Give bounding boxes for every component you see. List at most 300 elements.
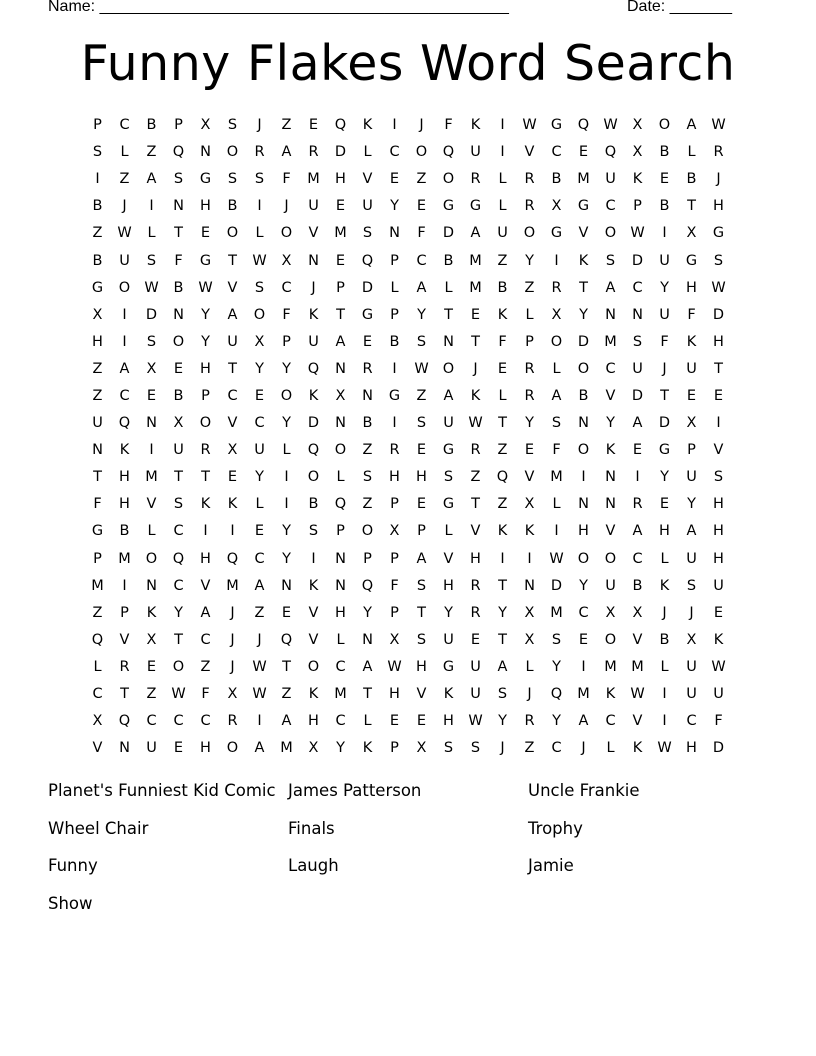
grid-cell: Q [91, 631, 104, 648]
grid-cell: J [473, 360, 478, 377]
grid-cell: E [524, 442, 535, 459]
grid-cell: P [687, 442, 696, 459]
grid-cell: K [497, 523, 508, 540]
grid-cell: W [522, 117, 537, 134]
grid-cell: A [254, 577, 265, 594]
date-field: Date: _______ [627, 0, 732, 15]
grid-cell: Q [361, 252, 374, 269]
grid-cell: P [390, 496, 399, 513]
grid-cell: F [93, 496, 102, 513]
grid-cell: U [713, 686, 724, 703]
grid-cell: A [416, 279, 427, 296]
grid-cell: V [227, 279, 238, 296]
grid-row [84, 518, 732, 545]
grid-cell: H [200, 550, 211, 567]
grid-cell: X [416, 740, 427, 757]
grid-cell: E [470, 631, 481, 648]
grid-cell: R [470, 171, 481, 188]
grid-cell: I [500, 144, 505, 161]
grid-cell: S [551, 631, 562, 648]
grid-cell: U [686, 469, 697, 486]
grid-cell: L [336, 469, 345, 486]
grid-cell: C [173, 577, 184, 594]
grid-cell: U [173, 442, 184, 459]
grid-cell: E [578, 144, 589, 161]
grid-cell: X [389, 523, 400, 540]
grid-cell: I [284, 496, 289, 513]
grid-cell: S [470, 740, 481, 757]
grid-cell: G [712, 225, 725, 242]
grid-cell: E [146, 658, 157, 675]
worksheet-header [48, 0, 748, 20]
grid-cell: Z [281, 686, 292, 703]
grid-cell: W [252, 686, 267, 703]
grid-cell: L [390, 279, 399, 296]
grid-cell: B [92, 252, 103, 269]
grid-cell: C [605, 360, 616, 377]
grid-cell: N [92, 442, 103, 459]
grid-cell: L [687, 144, 696, 161]
grid-cell: E [686, 387, 697, 404]
grid-cell: M [334, 686, 347, 703]
grid-cell: Z [497, 442, 508, 459]
grid-cell: V [308, 604, 319, 621]
grid-cell: P [93, 550, 102, 567]
grid-cell: W [117, 225, 132, 242]
grid-cell: I [662, 225, 667, 242]
grid-cell: A [281, 144, 292, 161]
grid-cell: I [311, 550, 316, 567]
grid-cell: B [686, 171, 697, 188]
grid-cell: F [282, 171, 291, 188]
grid-cell: C [605, 198, 616, 215]
grid-cell: U [686, 658, 697, 675]
grid-cell: X [173, 415, 184, 432]
grid-cell: Y [579, 306, 588, 323]
grid-cell: Y [525, 415, 534, 432]
grid-cell: O [577, 360, 590, 377]
grid-cell: H [389, 686, 400, 703]
grid-cell: Y [282, 360, 291, 377]
grid-cell: G [91, 523, 104, 540]
grid-cell: P [363, 550, 372, 567]
grid-cell: N [173, 306, 184, 323]
grid-row [84, 546, 732, 573]
grid-cell: P [93, 117, 102, 134]
grid-cell: Y [660, 469, 669, 486]
grid-cell: I [716, 415, 721, 432]
grid-cell: T [498, 631, 507, 648]
grid-cell: E [659, 171, 670, 188]
grid-cell: D [712, 740, 725, 757]
grid-cell: Q [442, 144, 455, 161]
grid-cell: P [525, 333, 534, 350]
grid-cell: F [417, 225, 426, 242]
grid-cell: V [119, 631, 130, 648]
grid-cell: J [689, 604, 694, 621]
grid-cell: L [444, 523, 453, 540]
grid-cell: J [419, 117, 424, 134]
grid-cell: U [443, 631, 454, 648]
grid-cell: K [470, 117, 481, 134]
grid-cell: B [173, 387, 184, 404]
grid-cell: A [416, 550, 427, 567]
grid-cell: P [336, 279, 345, 296]
grid-cell: E [713, 387, 724, 404]
grid-cell: R [524, 360, 535, 377]
grid-row [84, 356, 732, 383]
grid-cell: E [146, 387, 157, 404]
grid-cell: B [497, 279, 508, 296]
grid-cell: L [255, 225, 264, 242]
grid-cell: S [227, 117, 238, 134]
grid-cell: S [416, 333, 427, 350]
grid-cell: Z [524, 279, 535, 296]
grid-cell: U [632, 360, 643, 377]
grid-cell: V [605, 387, 616, 404]
grid-cell: R [524, 171, 535, 188]
grid-cell: E [578, 631, 589, 648]
grid-cell: D [658, 415, 671, 432]
grid-cell: K [632, 171, 643, 188]
grid-cell: N [632, 306, 643, 323]
grid-row [84, 464, 732, 491]
grid-cell: X [92, 713, 103, 730]
grid-cell: D [334, 144, 347, 161]
grid-cell: K [308, 686, 319, 703]
grid-cell: A [632, 415, 643, 432]
grid-cell: I [257, 713, 262, 730]
grid-cell: S [362, 469, 373, 486]
grid-cell: V [227, 415, 238, 432]
grid-cell: E [470, 306, 481, 323]
grid-row [84, 302, 732, 329]
grid-cell: X [632, 117, 643, 134]
page-title: Funny Flakes Word Search [80, 35, 736, 92]
grid-cell: K [308, 306, 319, 323]
grid-cell: X [146, 631, 157, 648]
grid-cell: N [146, 415, 157, 432]
grid-cell: W [252, 658, 267, 675]
grid-cell: S [632, 333, 643, 350]
grid-row [84, 112, 732, 139]
grid-cell: Y [201, 306, 210, 323]
grid-cell: O [307, 469, 320, 486]
grid-cell: G [442, 198, 455, 215]
grid-cell: Z [146, 144, 157, 161]
grid-cell: H [416, 658, 427, 675]
grid-cell: R [362, 360, 373, 377]
grid-cell: U [119, 252, 130, 269]
grid-cell: A [281, 713, 292, 730]
grid-cell: Q [226, 550, 239, 567]
grid-cell: M [91, 577, 104, 594]
grid-cell: S [308, 523, 319, 540]
grid-cell: V [470, 523, 481, 540]
grid-cell: Q [307, 442, 320, 459]
grid-cell: F [552, 442, 561, 459]
grid-cell: B [227, 198, 238, 215]
grid-cell: T [336, 306, 345, 323]
grid-cell: S [443, 469, 454, 486]
grid-cell: X [200, 117, 211, 134]
grid-cell: W [198, 279, 213, 296]
grid-cell: S [416, 577, 427, 594]
grid-cell: O [334, 442, 347, 459]
letter-grid [84, 112, 732, 762]
grid-row [84, 193, 732, 220]
grid-cell: Q [172, 144, 185, 161]
grid-cell: D [631, 387, 644, 404]
grid-cell: E [416, 496, 427, 513]
grid-cell: O [172, 333, 185, 350]
grid-row [84, 600, 732, 627]
grid-cell: U [686, 360, 697, 377]
grid-cell: I [122, 306, 127, 323]
grid-cell: U [470, 686, 481, 703]
grid-cell: G [550, 225, 563, 242]
grid-cell: C [632, 550, 643, 567]
grid-cell: H [443, 577, 454, 594]
grid-cell: M [280, 740, 293, 757]
grid-cell: N [605, 469, 616, 486]
grid-cell: O [523, 225, 536, 242]
grid-cell: W [630, 686, 645, 703]
grid-cell: A [335, 333, 346, 350]
grid-cell: E [389, 171, 400, 188]
grid-cell: Z [92, 604, 103, 621]
grid-cell: O [226, 740, 239, 757]
grid-cell: K [497, 306, 508, 323]
grid-cell: B [389, 333, 400, 350]
grid-cell: B [92, 198, 103, 215]
grid-cell: J [500, 740, 505, 757]
grid-cell: H [713, 198, 724, 215]
grid-cell: E [659, 496, 670, 513]
grid-cell: S [713, 469, 724, 486]
grid-cell: W [657, 740, 672, 757]
grid-cell: E [281, 604, 292, 621]
grid-cell: A [470, 225, 481, 242]
grid-cell: L [255, 496, 264, 513]
grid-cell: R [227, 713, 238, 730]
grid-cell: W [468, 713, 483, 730]
grid-cell: H [416, 469, 427, 486]
grid-cell: A [362, 658, 373, 675]
grid-cell: O [280, 387, 293, 404]
grid-cell: K [632, 740, 643, 757]
grid-cell: Y [498, 604, 507, 621]
grid-cell: X [524, 496, 535, 513]
grid-row [84, 275, 732, 302]
grid-cell: L [93, 658, 102, 675]
grid-cell: D [712, 306, 725, 323]
grid-cell: F [498, 333, 507, 350]
grid-cell: J [230, 658, 235, 675]
grid-cell: G [388, 387, 401, 404]
grid-row [84, 681, 732, 708]
grid-cell: J [257, 631, 262, 648]
grid-cell: T [498, 577, 507, 594]
grid-cell: O [226, 225, 239, 242]
grid-cell: I [392, 117, 397, 134]
grid-cell: S [605, 252, 616, 269]
grid-cell: I [149, 198, 154, 215]
grid-cell: N [146, 577, 157, 594]
grid-cell: W [711, 279, 726, 296]
grid-cell: G [442, 658, 455, 675]
grid-cell: H [200, 198, 211, 215]
grid-cell: T [687, 198, 696, 215]
grid-cell: V [578, 225, 589, 242]
grid-cell: D [631, 252, 644, 269]
grid-cell: N [308, 252, 319, 269]
grid-cell: O [307, 658, 320, 675]
grid-cell: I [230, 523, 235, 540]
grid-cell: A [686, 117, 697, 134]
grid-cell: M [604, 658, 617, 675]
grid-cell: Z [524, 740, 535, 757]
grid-row [84, 410, 732, 437]
grid-cell: L [552, 496, 561, 513]
grid-cell: L [660, 658, 669, 675]
grid-cell: C [254, 550, 265, 567]
grid-cell: K [659, 577, 670, 594]
grid-cell: V [200, 577, 211, 594]
grid-cell: V [524, 144, 535, 161]
grid-cell: U [497, 225, 508, 242]
grid-cell: J [716, 171, 721, 188]
grid-cell: X [551, 198, 562, 215]
grid-cell: D [577, 333, 590, 350]
grid-cell: X [92, 306, 103, 323]
grid-cell: P [174, 117, 183, 134]
grid-cell: W [549, 550, 564, 567]
grid-cell: F [714, 713, 723, 730]
grid-cell: P [120, 604, 129, 621]
grid-cell: I [122, 577, 127, 594]
grid-cell: Z [362, 496, 373, 513]
grid-cell: H [92, 333, 103, 350]
grid-cell: B [632, 577, 643, 594]
grid-cell: O [604, 225, 617, 242]
grid-cell: B [173, 279, 184, 296]
grid-cell: W [630, 225, 645, 242]
grid-cell: U [605, 171, 616, 188]
grid-cell: N [335, 415, 346, 432]
grid-cell: A [578, 713, 589, 730]
grid-cell: E [200, 225, 211, 242]
grid-cell: Y [687, 496, 696, 513]
grid-cell: V [308, 631, 319, 648]
grid-cell: G [685, 252, 698, 269]
grid-cell: A [254, 740, 265, 757]
grid-cell: X [335, 387, 346, 404]
word-list-item: Finals [288, 818, 335, 838]
grid-cell: E [632, 442, 643, 459]
grid-cell: P [390, 306, 399, 323]
grid-cell: L [444, 279, 453, 296]
grid-cell: S [443, 740, 454, 757]
grid-cell: S [686, 577, 697, 594]
grid-cell: U [308, 198, 319, 215]
grid-cell: I [554, 252, 559, 269]
grid-cell: V [605, 523, 616, 540]
grid-cell: R [470, 442, 481, 459]
grid-row [84, 708, 732, 735]
word-list-item: Show [48, 893, 93, 913]
grid-cell: S [713, 252, 724, 269]
grid-cell: U [686, 550, 697, 567]
grid-cell: V [443, 550, 454, 567]
grid-cell: D [361, 279, 374, 296]
grid-cell: I [392, 415, 397, 432]
grid-cell: Z [92, 360, 103, 377]
grid-cell: L [498, 171, 507, 188]
grid-cell: H [686, 279, 697, 296]
grid-cell: O [361, 523, 374, 540]
grid-cell: W [387, 658, 402, 675]
grid-cell: L [282, 442, 291, 459]
grid-cell: Y [363, 604, 372, 621]
grid-cell: C [389, 144, 400, 161]
grid-cell: C [119, 117, 130, 134]
grid-cell: G [442, 442, 455, 459]
grid-cell: B [119, 523, 130, 540]
grid-cell: S [497, 686, 508, 703]
word-list-item: Trophy [528, 818, 583, 838]
grid-cell: H [335, 171, 346, 188]
grid-cell: X [524, 604, 535, 621]
grid-row [84, 329, 732, 356]
grid-cell: N [119, 740, 130, 757]
grid-cell: X [605, 604, 616, 621]
grid-cell: Y [201, 333, 210, 350]
grid-cell: Q [604, 144, 617, 161]
grid-cell: H [686, 740, 697, 757]
grid-cell: N [524, 577, 535, 594]
grid-cell: E [308, 117, 319, 134]
grid-cell: C [200, 631, 211, 648]
grid-cell: Y [282, 550, 291, 567]
grid-cell: Q [550, 686, 563, 703]
grid-cell: Z [92, 387, 103, 404]
grid-cell: U [659, 252, 670, 269]
grid-cell: Y [282, 523, 291, 540]
grid-cell: K [362, 740, 373, 757]
grid-cell: Z [497, 252, 508, 269]
grid-cell: Q [577, 117, 590, 134]
grid-cell: H [389, 469, 400, 486]
grid-cell: R [200, 442, 211, 459]
grid-cell: A [605, 279, 616, 296]
grid-cell: U [470, 144, 481, 161]
grid-cell: S [254, 171, 265, 188]
grid-cell: X [686, 225, 697, 242]
grid-cell: Q [118, 713, 131, 730]
grid-cell: M [550, 604, 563, 621]
grid-cell: K [686, 333, 697, 350]
grid-cell: T [93, 469, 102, 486]
grid-cell: Y [417, 306, 426, 323]
grid-cell: P [282, 333, 291, 350]
grid-cell: T [174, 631, 183, 648]
grid-cell: R [389, 442, 400, 459]
grid-cell: Y [336, 740, 345, 757]
grid-cell: N [335, 360, 346, 377]
grid-cell: T [120, 686, 129, 703]
grid-cell: S [92, 144, 103, 161]
